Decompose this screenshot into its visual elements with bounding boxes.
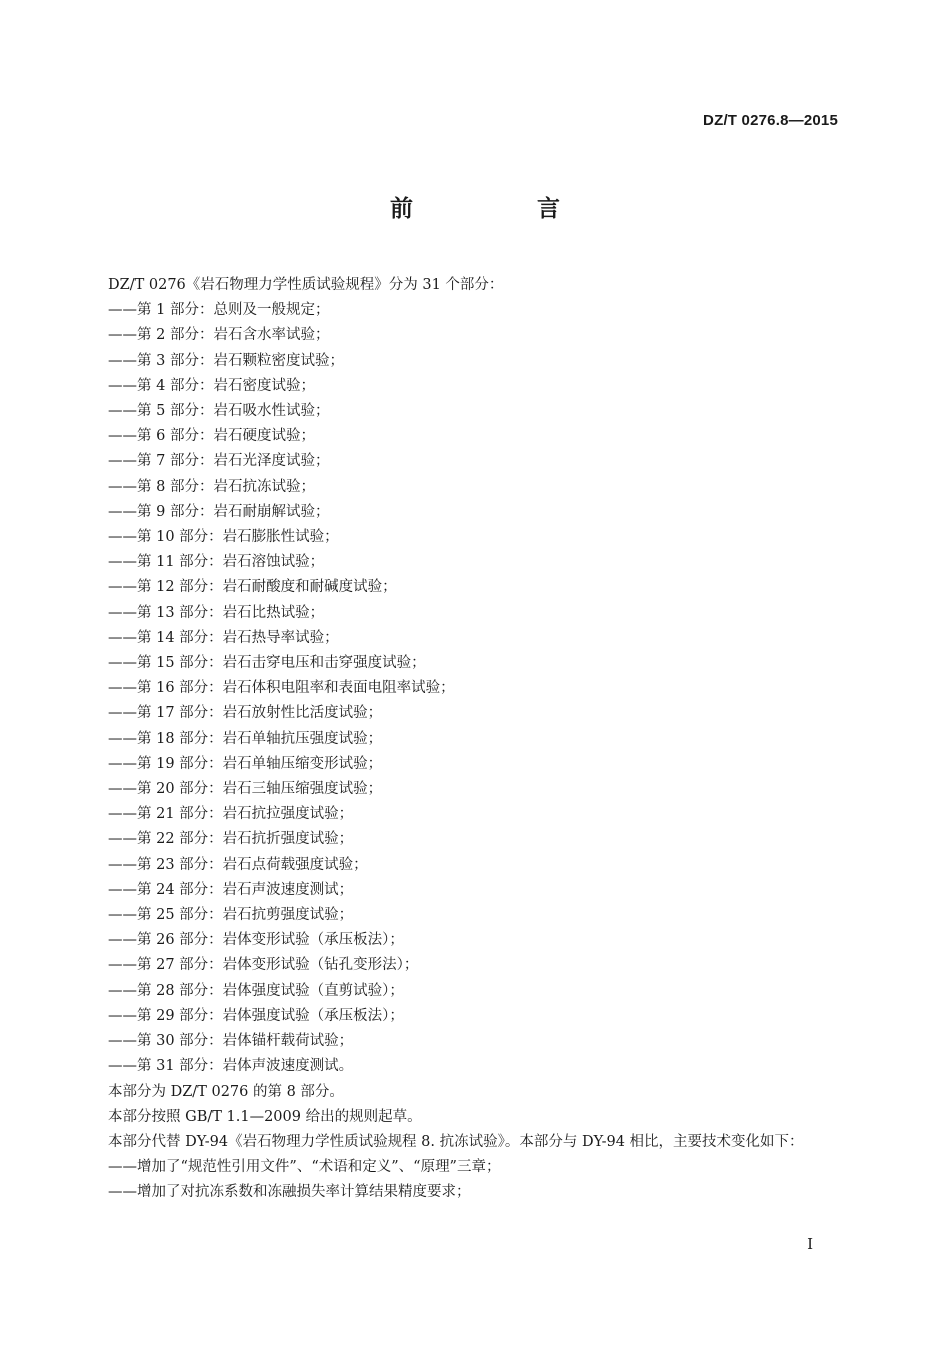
- list-item: ——第 25 部分：岩石抗剪强度试验；: [108, 907, 354, 924]
- list-item: ——第 31 部分：岩体声波速度测试。: [108, 1058, 354, 1075]
- list-item: ——第 29 部分：岩体强度试验（承压板法）；: [108, 1007, 404, 1024]
- list-item: ——第 3 部分：岩石颗粒密度试验；: [108, 352, 344, 369]
- list-item: ——第 8 部分：岩石抗冻试验；: [108, 478, 315, 495]
- list-item: ——第 28 部分：岩体强度试验（直剪试验）；: [108, 982, 404, 999]
- list-item: ——第 26 部分：岩体变形试验（承压板法）；: [108, 932, 404, 949]
- list-item: ——第 15 部分：岩石击穿电压和击穿强度试验；: [108, 655, 426, 672]
- intro-paragraph: DZ/T 0276《岩石物理力学性质试验规程》分为 31 个部分：: [108, 277, 504, 293]
- list-item: ——第 11 部分：岩石溶蚀试验；: [108, 554, 325, 571]
- list-item: ——第 7 部分：岩石光泽度试验；: [108, 453, 330, 470]
- list-item: ——第 12 部分：岩石耐酸度和耐碱度试验；: [108, 579, 397, 596]
- list-item: ——第 27 部分：岩体变形试验（钻孔变形法）；: [108, 957, 419, 974]
- list-item: ——第 16 部分：岩石体积电阻率和表面电阻率试验；: [108, 680, 455, 697]
- document-code: DZ/T 0276.8—2015: [703, 112, 838, 129]
- list-item: ——第 1 部分：总则及一般规定；: [108, 302, 330, 319]
- list-item: ——第 6 部分：岩石硬度试验；: [108, 428, 315, 445]
- list-item: ——第 17 部分：岩石放射性比活度试验；: [108, 705, 383, 722]
- list-item: ——第 20 部分：岩石三轴压缩强度试验；: [108, 781, 383, 798]
- paragraph-drafting-rules: 本部分按照 GB/T 1.1—2009 给出的规则起草。: [108, 1108, 422, 1125]
- list-item: ——第 22 部分：岩石抗折强度试验；: [108, 831, 354, 848]
- list-item: ——第 24 部分：岩石声波速度测试；: [108, 881, 354, 898]
- list-item: ——第 18 部分：岩石单轴抗压强度试验；: [108, 730, 383, 747]
- list-item: ——第 2 部分：岩石含水率试验；: [108, 327, 330, 344]
- foreword-body: [72, 273, 842, 1206]
- paragraph-replacement: 本部分代替 DY-94《岩石物理力学性质试验规程 8. 抗冻试验》。本部分与 DY-94 相比，主要技术变化如下：: [108, 1133, 804, 1150]
- list-item: ——增加了对抗冻系数和冻融损失率计算结果精度要求；: [108, 1184, 471, 1201]
- changes-list: [72, 1155, 842, 1205]
- list-item: ——第 19 部分：岩石单轴压缩变形试验；: [108, 755, 383, 772]
- list-item: ——第 23 部分：岩石点荷载强度试验；: [108, 856, 368, 873]
- page-number: I: [807, 1235, 813, 1253]
- list-item: ——第 13 部分：岩石比热试验；: [108, 604, 325, 621]
- list-item: ——增加了“规范性引用文件”、“术语和定义”、“原理”三章；: [108, 1159, 501, 1176]
- list-item: ——第 21 部分：岩石抗拉强度试验；: [108, 806, 354, 823]
- list-item: ——第 5 部分：岩石吸水性试验；: [108, 403, 330, 420]
- list-item: ——第 9 部分：岩石耐崩解试验；: [108, 503, 330, 520]
- list-item: ——第 10 部分：岩石膨胀性试验；: [108, 529, 339, 546]
- paragraph-part-number: 本部分为 DZ/T 0276 的第 8 部分。: [108, 1083, 344, 1100]
- list-item: ——第 14 部分：岩石热导率试验；: [108, 629, 339, 646]
- list-item: ——第 30 部分：岩体锚杆载荷试验；: [108, 1033, 354, 1050]
- page-title: 前 言: [389, 195, 618, 222]
- list-item: ——第 4 部分：岩石密度试验；: [108, 377, 315, 394]
- parts-list: [72, 298, 842, 1079]
